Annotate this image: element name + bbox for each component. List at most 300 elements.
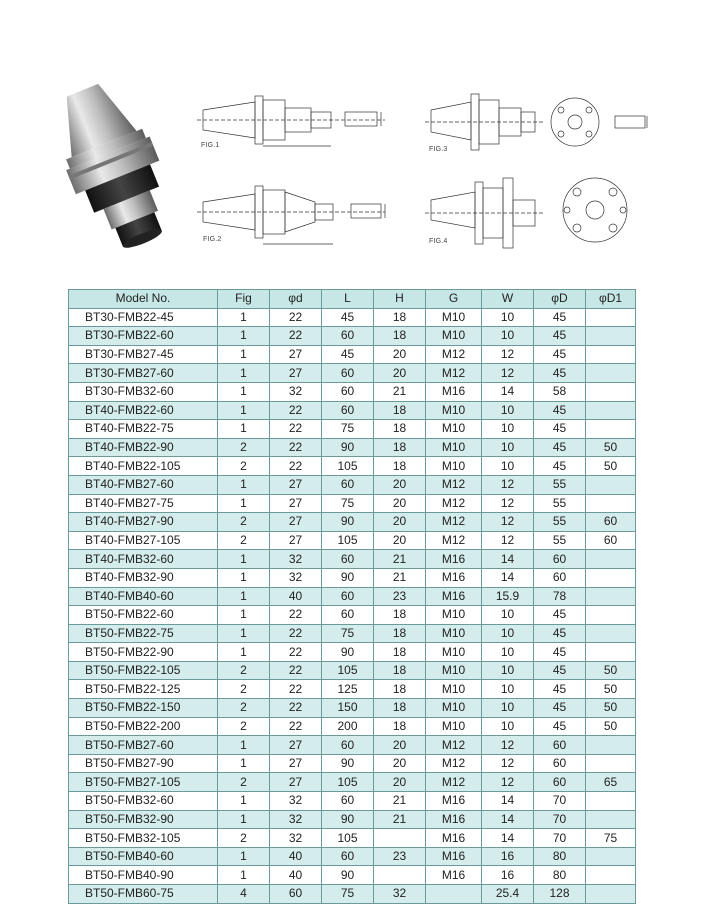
table-cell: 60: [534, 568, 586, 587]
table-cell: 70: [534, 792, 586, 811]
model-cell: BT30-FMB27-60: [69, 364, 218, 383]
figure-3-label: FIG.3: [429, 146, 448, 153]
table-cell: 2: [218, 717, 270, 736]
table-cell: 18: [374, 717, 426, 736]
table-cell: M12: [426, 364, 482, 383]
table-cell: M10: [426, 643, 482, 662]
table-cell: 40: [270, 587, 322, 606]
model-cell: BT50-FMB32-105: [69, 829, 218, 848]
table-cell: 22: [270, 327, 322, 346]
table-cell: 21: [374, 792, 426, 811]
table-cell: [586, 382, 636, 401]
table-cell: 27: [270, 736, 322, 755]
table-cell: 18: [374, 680, 426, 699]
table-cell: 2: [218, 457, 270, 476]
table-cell: 22: [270, 624, 322, 643]
table-cell: M10: [426, 717, 482, 736]
table-cell: 22: [270, 308, 322, 327]
table-cell: 22: [270, 680, 322, 699]
table-cell: 1: [218, 382, 270, 401]
table-cell: [374, 866, 426, 885]
table-cell: 14: [482, 829, 534, 848]
table-cell: 21: [374, 810, 426, 829]
table-cell: [586, 792, 636, 811]
table-cell: 2: [218, 661, 270, 680]
table-cell: M16: [426, 568, 482, 587]
table-row: [69, 810, 636, 829]
table-cell: 10: [482, 457, 534, 476]
table-cell: 105: [322, 773, 374, 792]
table-cell: 60: [322, 847, 374, 866]
table-cell: M12: [426, 494, 482, 513]
table-cell: 45: [534, 345, 586, 364]
column-header: H: [374, 290, 426, 309]
table-cell: [586, 587, 636, 606]
table-cell: M12: [426, 754, 482, 773]
model-cell: BT50-FMB40-90: [69, 866, 218, 885]
table-cell: 45: [534, 624, 586, 643]
table-cell: 20: [374, 736, 426, 755]
table-cell: 128: [534, 885, 586, 904]
table-row: [69, 866, 636, 885]
table-cell: M10: [426, 661, 482, 680]
table-cell: 60: [586, 513, 636, 532]
table-cell: 2: [218, 513, 270, 532]
table-cell: 32: [270, 792, 322, 811]
table-cell: 14: [482, 550, 534, 569]
table-cell: 20: [374, 345, 426, 364]
table-cell: 105: [322, 661, 374, 680]
table-row: [69, 513, 636, 532]
table-cell: 60: [322, 736, 374, 755]
table-cell: 2: [218, 680, 270, 699]
table-row: [69, 364, 636, 383]
table-cell: 90: [322, 568, 374, 587]
table-row: [69, 550, 636, 569]
table-cell: [586, 401, 636, 420]
table-cell: 75: [322, 420, 374, 439]
table-cell: 25.4: [482, 885, 534, 904]
table-cell: 90: [322, 810, 374, 829]
table-cell: 22: [270, 438, 322, 457]
figure-4-drawing: [425, 170, 665, 255]
table-row: [69, 587, 636, 606]
table-cell: 60: [534, 754, 586, 773]
table-cell: 50: [586, 457, 636, 476]
table-cell: 50: [586, 661, 636, 680]
table-row: [69, 643, 636, 662]
table-cell: 70: [534, 829, 586, 848]
table-cell: 75: [322, 885, 374, 904]
table-cell: 80: [534, 847, 586, 866]
table-cell: [586, 308, 636, 327]
table-cell: M16: [426, 550, 482, 569]
table-row: [69, 661, 636, 680]
table-cell: 90: [322, 438, 374, 457]
table-cell: M10: [426, 327, 482, 346]
table-cell: [586, 810, 636, 829]
table-row: [69, 382, 636, 401]
table-cell: 27: [270, 345, 322, 364]
table-cell: 20: [374, 531, 426, 550]
table-cell: 60: [270, 885, 322, 904]
table-cell: [586, 345, 636, 364]
table-cell: 60: [322, 382, 374, 401]
model-cell: BT40-FMB22-90: [69, 438, 218, 457]
figures-area: [0, 0, 728, 285]
model-cell: BT30-FMB22-45: [69, 308, 218, 327]
model-cell: BT40-FMB32-90: [69, 568, 218, 587]
table-cell: 18: [374, 420, 426, 439]
table-cell: 21: [374, 550, 426, 569]
model-cell: BT40-FMB27-90: [69, 513, 218, 532]
table-cell: 20: [374, 494, 426, 513]
model-cell: BT30-FMB32-60: [69, 382, 218, 401]
figure-4-label: FIG.4: [429, 238, 448, 245]
table-cell: 10: [482, 308, 534, 327]
model-cell: BT40-FMB22-60: [69, 401, 218, 420]
figure-1-drawing: [195, 90, 395, 152]
table-cell: 22: [270, 420, 322, 439]
model-cell: BT40-FMB32-60: [69, 550, 218, 569]
table-cell: [586, 866, 636, 885]
table-cell: 2: [218, 773, 270, 792]
table-row: [69, 717, 636, 736]
table-cell: 55: [534, 475, 586, 494]
table-cell: 16: [482, 866, 534, 885]
table-cell: 60: [322, 792, 374, 811]
table-cell: M16: [426, 810, 482, 829]
table-cell: 14: [482, 382, 534, 401]
table-cell: 60: [534, 736, 586, 755]
table-cell: 55: [534, 513, 586, 532]
table-cell: 50: [586, 680, 636, 699]
table-cell: 1: [218, 792, 270, 811]
model-cell: BT40-FMB22-105: [69, 457, 218, 476]
table-cell: 22: [270, 643, 322, 662]
table-row: [69, 699, 636, 718]
table-cell: 10: [482, 699, 534, 718]
table-cell: 18: [374, 643, 426, 662]
table-cell: [374, 829, 426, 848]
table-cell: M16: [426, 866, 482, 885]
table-cell: M12: [426, 345, 482, 364]
table-cell: M10: [426, 401, 482, 420]
table-cell: M16: [426, 847, 482, 866]
table-cell: 10: [482, 438, 534, 457]
table-cell: 1: [218, 810, 270, 829]
table-cell: 45: [534, 717, 586, 736]
table-cell: 18: [374, 438, 426, 457]
table-cell: 27: [270, 754, 322, 773]
table-row: [69, 308, 636, 327]
table-cell: 27: [270, 513, 322, 532]
table-cell: M12: [426, 773, 482, 792]
table-row: [69, 829, 636, 848]
table-cell: 60: [322, 587, 374, 606]
table-cell: 1: [218, 345, 270, 364]
table-cell: M12: [426, 736, 482, 755]
table-cell: M12: [426, 513, 482, 532]
table-cell: 1: [218, 420, 270, 439]
table-cell: 27: [270, 531, 322, 550]
column-header: φD: [534, 290, 586, 309]
table-cell: M12: [426, 531, 482, 550]
table-cell: 40: [270, 847, 322, 866]
model-cell: BT50-FMB22-90: [69, 643, 218, 662]
table-cell: 20: [374, 754, 426, 773]
table-cell: 45: [534, 308, 586, 327]
table-row: [69, 438, 636, 457]
table-cell: 12: [482, 494, 534, 513]
table-cell: 27: [270, 773, 322, 792]
table-cell: M10: [426, 457, 482, 476]
table-cell: 12: [482, 364, 534, 383]
table-cell: 20: [374, 513, 426, 532]
table-cell: 10: [482, 401, 534, 420]
table-cell: 45: [534, 699, 586, 718]
table-cell: 23: [374, 587, 426, 606]
table-cell: 27: [270, 475, 322, 494]
model-cell: BT40-FMB27-75: [69, 494, 218, 513]
table-cell: 60: [534, 773, 586, 792]
table-cell: 18: [374, 606, 426, 625]
table-cell: 75: [322, 494, 374, 513]
table-cell: [586, 420, 636, 439]
table-cell: M10: [426, 420, 482, 439]
table-row: [69, 531, 636, 550]
table-cell: 22: [270, 699, 322, 718]
table-row: [69, 680, 636, 699]
table-cell: 10: [482, 624, 534, 643]
table-row: [69, 754, 636, 773]
table-cell: 45: [322, 308, 374, 327]
table-cell: 20: [374, 475, 426, 494]
table-cell: 45: [534, 401, 586, 420]
column-header: φD1: [586, 290, 636, 309]
table-cell: [586, 754, 636, 773]
table-cell: 1: [218, 643, 270, 662]
table-cell: 21: [374, 382, 426, 401]
column-header: Model No.: [69, 290, 218, 309]
table-cell: 22: [270, 717, 322, 736]
table-cell: 1: [218, 754, 270, 773]
table-cell: [426, 885, 482, 904]
table-cell: 22: [270, 401, 322, 420]
table-cell: 60: [322, 401, 374, 420]
table-cell: 45: [534, 643, 586, 662]
table-row: [69, 475, 636, 494]
table-cell: 50: [586, 699, 636, 718]
model-cell: BT50-FMB32-90: [69, 810, 218, 829]
model-cell: BT50-FMB22-105: [69, 661, 218, 680]
table-cell: 200: [322, 717, 374, 736]
table-cell: 2: [218, 438, 270, 457]
table-cell: 90: [322, 513, 374, 532]
table-cell: 1: [218, 475, 270, 494]
table-cell: M10: [426, 624, 482, 643]
table-cell: 65: [586, 773, 636, 792]
table-cell: 1: [218, 568, 270, 587]
table-cell: 1: [218, 736, 270, 755]
model-cell: BT30-FMB27-45: [69, 345, 218, 364]
table-cell: 90: [322, 866, 374, 885]
table-row: [69, 401, 636, 420]
tool-holder-photo: [40, 70, 200, 270]
table-cell: 78: [534, 587, 586, 606]
column-header: φd: [270, 290, 322, 309]
table-cell: [586, 847, 636, 866]
table-cell: 45: [534, 327, 586, 346]
table-row: [69, 885, 636, 904]
table-cell: 1: [218, 587, 270, 606]
figure-2-drawing: [195, 180, 405, 250]
model-cell: BT40-FMB27-60: [69, 475, 218, 494]
figure-1-label: FIG.1: [201, 142, 220, 149]
table-row: [69, 420, 636, 439]
table-cell: 12: [482, 736, 534, 755]
table-cell: 1: [218, 364, 270, 383]
table-cell: 18: [374, 661, 426, 680]
model-cell: BT40-FMB22-75: [69, 420, 218, 439]
table-cell: 45: [322, 345, 374, 364]
model-cell: BT50-FMB60-75: [69, 885, 218, 904]
model-cell: BT50-FMB22-75: [69, 624, 218, 643]
table-cell: 40: [270, 866, 322, 885]
table-cell: 1: [218, 550, 270, 569]
table-cell: 45: [534, 680, 586, 699]
table-cell: 12: [482, 773, 534, 792]
table-cell: 10: [482, 420, 534, 439]
table-cell: [586, 475, 636, 494]
table-row: [69, 606, 636, 625]
table-cell: M12: [426, 475, 482, 494]
table-cell: [586, 327, 636, 346]
table-cell: 75: [322, 624, 374, 643]
table-cell: [586, 736, 636, 755]
table-cell: 2: [218, 531, 270, 550]
table-cell: M10: [426, 699, 482, 718]
table-cell: 105: [322, 531, 374, 550]
table-cell: 18: [374, 457, 426, 476]
table-cell: 4: [218, 885, 270, 904]
table-cell: 12: [482, 754, 534, 773]
model-cell: BT50-FMB22-200: [69, 717, 218, 736]
table-row: [69, 345, 636, 364]
table-cell: 32: [270, 382, 322, 401]
model-cell: BT50-FMB27-60: [69, 736, 218, 755]
table-cell: 32: [270, 550, 322, 569]
table-cell: 58: [534, 382, 586, 401]
table-cell: 2: [218, 829, 270, 848]
table-cell: 55: [534, 494, 586, 513]
table-cell: 10: [482, 661, 534, 680]
table-row: [69, 624, 636, 643]
table-row: [69, 327, 636, 346]
table-cell: 18: [374, 699, 426, 718]
column-header: W: [482, 290, 534, 309]
table-cell: 1: [218, 606, 270, 625]
table-cell: 60: [322, 327, 374, 346]
table-cell: 20: [374, 364, 426, 383]
table-cell: 21: [374, 568, 426, 587]
table-cell: 10: [482, 643, 534, 662]
table-cell: 50: [586, 438, 636, 457]
table-cell: 45: [534, 661, 586, 680]
table-cell: 1: [218, 847, 270, 866]
model-cell: BT50-FMB27-105: [69, 773, 218, 792]
table-cell: [586, 624, 636, 643]
table-cell: 16: [482, 847, 534, 866]
table-cell: 32: [270, 568, 322, 587]
table-cell: 15.9: [482, 587, 534, 606]
table-cell: 1: [218, 308, 270, 327]
table-row: [69, 792, 636, 811]
table-row: [69, 736, 636, 755]
table-cell: M16: [426, 382, 482, 401]
table-cell: 90: [322, 643, 374, 662]
table-cell: [586, 550, 636, 569]
model-cell: BT50-FMB22-125: [69, 680, 218, 699]
table-cell: M16: [426, 587, 482, 606]
table-cell: M16: [426, 792, 482, 811]
table-cell: 45: [534, 420, 586, 439]
table-cell: [586, 494, 636, 513]
table-cell: 20: [374, 773, 426, 792]
model-cell: BT50-FMB27-90: [69, 754, 218, 773]
table-cell: 1: [218, 866, 270, 885]
table-cell: 45: [534, 457, 586, 476]
model-cell: BT50-FMB22-60: [69, 606, 218, 625]
model-cell: BT40-FMB40-60: [69, 587, 218, 606]
table-cell: 10: [482, 717, 534, 736]
table-cell: 18: [374, 624, 426, 643]
table-cell: 14: [482, 792, 534, 811]
table-row: [69, 847, 636, 866]
table-cell: 125: [322, 680, 374, 699]
table-cell: 60: [534, 550, 586, 569]
table-row: [69, 773, 636, 792]
table-cell: M10: [426, 680, 482, 699]
table-cell: 18: [374, 401, 426, 420]
table-cell: [586, 606, 636, 625]
table-cell: 50: [586, 717, 636, 736]
table-cell: 22: [270, 457, 322, 476]
table-cell: 60: [322, 606, 374, 625]
figure-2-label: FIG.2: [203, 236, 222, 243]
table-cell: 105: [322, 829, 374, 848]
table-cell: 60: [322, 475, 374, 494]
table-header-row: [69, 290, 636, 309]
table-cell: 80: [534, 866, 586, 885]
table-cell: 75: [586, 829, 636, 848]
table-cell: 27: [270, 494, 322, 513]
table-cell: 90: [322, 754, 374, 773]
table-cell: 45: [534, 606, 586, 625]
column-header: L: [322, 290, 374, 309]
table-cell: 12: [482, 345, 534, 364]
table-cell: 60: [322, 550, 374, 569]
table-cell: 22: [270, 661, 322, 680]
table-row: [69, 457, 636, 476]
table-cell: M10: [426, 308, 482, 327]
model-cell: BT30-FMB22-60: [69, 327, 218, 346]
table-cell: 12: [482, 513, 534, 532]
table-cell: [586, 364, 636, 383]
table-cell: 22: [270, 606, 322, 625]
model-cell: BT50-FMB32-60: [69, 792, 218, 811]
table-cell: 32: [270, 810, 322, 829]
